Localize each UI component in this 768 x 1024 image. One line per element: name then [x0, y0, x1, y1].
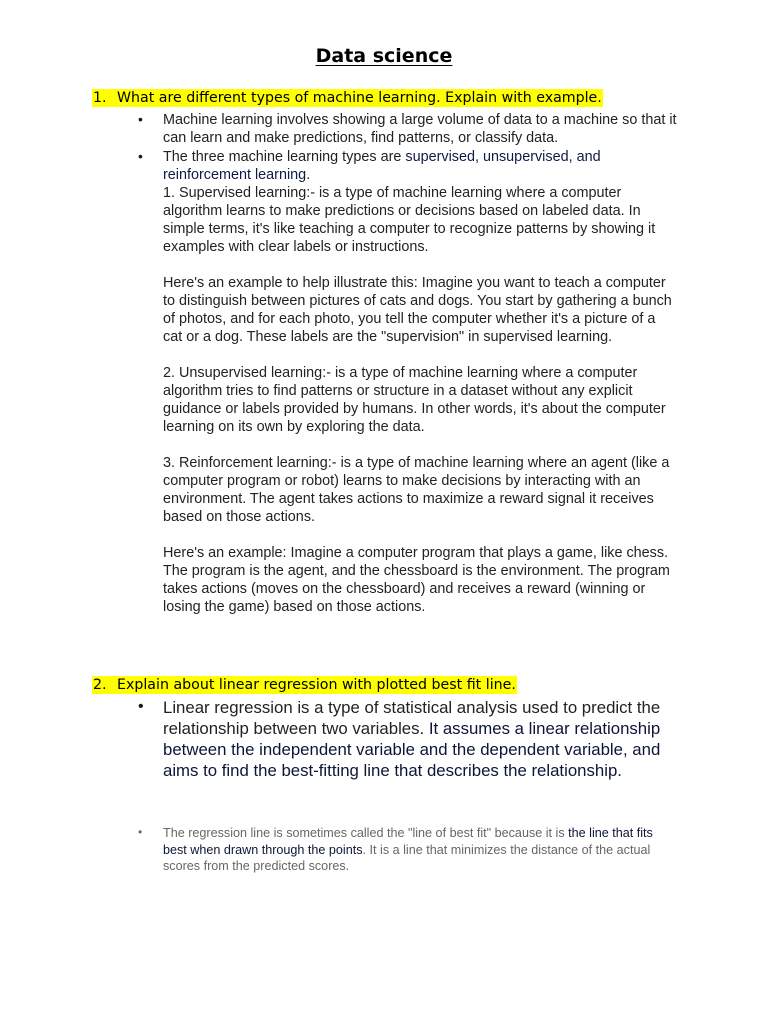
q1-bullet-1-text: Machine learning involves showing a large volume of data to a machine so that it can learn and make predictions, find patterns, or classify data. [163, 112, 677, 146]
question-2-number: 2. [93, 677, 107, 693]
q2-bullet-2 [138, 825, 678, 875]
bullet-icon: • [138, 698, 144, 715]
ml-types-highlight: supervised, unsupervised, and reinforcement learning [163, 149, 601, 183]
question-2-heading [92, 676, 517, 694]
q1-bullet-1 [138, 111, 678, 147]
question-1-number: 1. [93, 90, 107, 106]
unsupervised-learning-paragraph: 2. Unsupervised learning:- is a type of machine learning where a computer algorithm tries to find patterns or structure in a dataset without any explicit guidance or labels provided by humans. In other words, it's about the computer learning on its own by exploring the data. [163, 365, 666, 435]
best-fit-highlight: the line that fits best when drawn through the points [163, 826, 653, 857]
bullet-icon: • [138, 148, 143, 164]
question-1-text: What are different types of machine learning. Explain with example. [117, 90, 602, 106]
reinforcement-example-paragraph: Here's an example: Imagine a computer program that plays a game, like chess. The program is the agent, and the chessboard is the environment. The program takes actions (moves on the chessboard) and receives a reward (winning or losing the game) based on those actions. [163, 545, 670, 615]
reinforcement-learning-paragraph: 3. Reinforcement learning:- is a type of machine learning where an agent (like a computer program or robot) learns to make decisions by interacting with an environment. The agent takes actions to maximize a reward signal it receives based on those actions. [163, 455, 670, 525]
q2-bullet-2-text: The regression line is sometimes called the "line of best fit" because it is the line that fits best when drawn through the points. It is a line that minimizes the distance of the actual scores from the predicted scores. [163, 826, 653, 873]
q2-bullet-1-text: Linear regression is a type of statistical analysis used to predict the relationship between two variables. It assumes a linear relationship between the independent variable and the dependent variable, and aims to find the best-fitting line that describes the relationship. [163, 698, 661, 780]
question-1-heading [92, 89, 603, 107]
document-title: Data science [315, 45, 453, 67]
bullet-icon: • [138, 825, 143, 839]
q1-bullet-2 [138, 148, 678, 616]
question-2-text: Explain about linear regression with plotted best fit line. [117, 677, 516, 693]
linear-assumption-highlight: It assumes a linear relationship between the independent variable and the dependent variable, and aims to find the best-fitting line that describes the relationship. [163, 719, 661, 780]
supervised-example-paragraph: Here's an example to help illustrate this: Imagine you want to teach a computer to distinguish between pictures of cats and dogs. You start by gathering a bunch of photos, and for each photo, you tell the computer whether it's a picture of a cat or a dog. These labels are the "supervision" in supervised learning. [163, 275, 672, 345]
q1-bullet-2-intro: The three machine learning types are supervised, unsupervised, and reinforcement learning. [163, 149, 601, 183]
bullet-icon: • [138, 111, 143, 127]
supervised-learning-paragraph: 1. Supervised learning:- is a type of machine learning where a computer algorithm learns to make predictions or decisions based on labeled data. In simple terms, it's like teaching a computer to recognize patterns by showing it examples with clear labels or instructions. [163, 185, 656, 255]
q2-bullet-1 [138, 697, 678, 781]
